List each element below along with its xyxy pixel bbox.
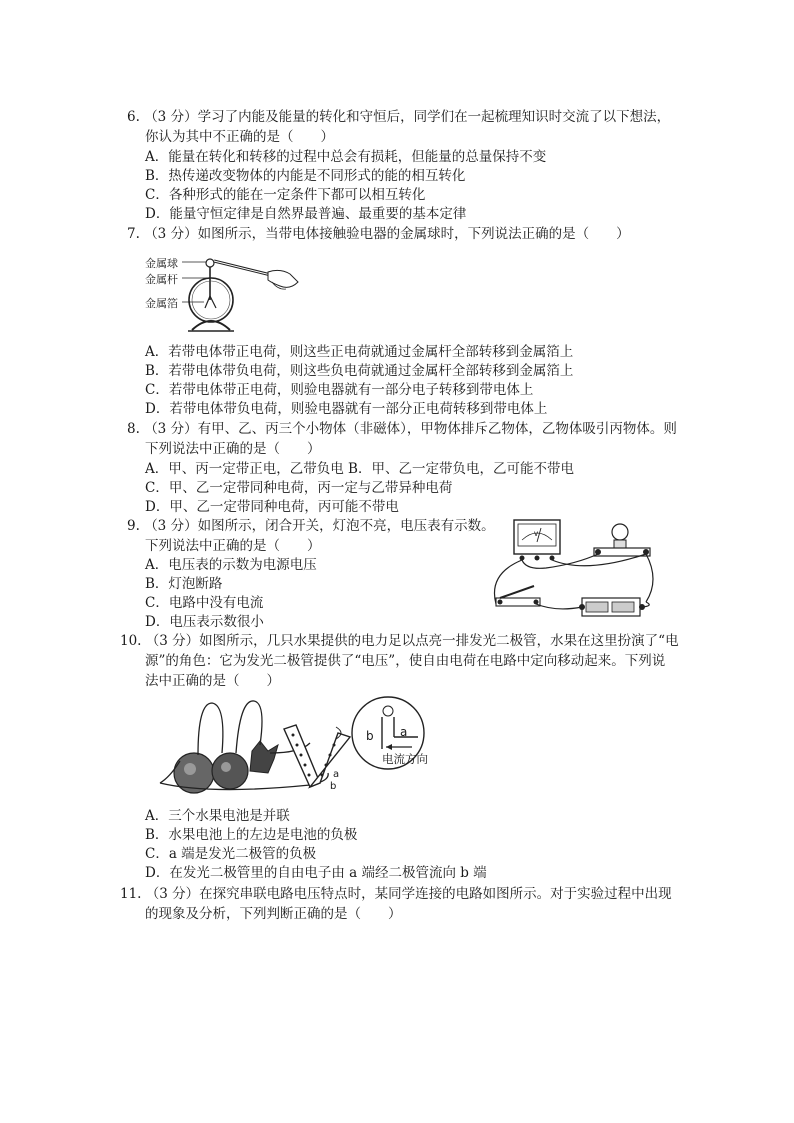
electroscope-figure xyxy=(140,252,320,337)
label-metal-ball: 金属球 xyxy=(145,257,178,270)
zoom-label-a: a xyxy=(400,725,408,739)
question-6-option-b: B．热传递改变物体的内能是不同形式的能的相互转化 xyxy=(145,168,466,184)
fruit-battery-drawing xyxy=(150,693,426,803)
svg-text:V: V xyxy=(534,531,539,538)
question-7-option-a: A．若带电体带正电荷，则这些正电荷就通过金属杆全部转移到金属箔上 xyxy=(145,344,574,360)
question-10-option-d: D．在发光二极管里的自由电子由 a 端经二极管流向 b 端 xyxy=(145,865,487,881)
label-metal-foil: 金属箔 xyxy=(145,297,178,310)
question-8-option-ab: A．甲、丙一定带正电，乙带负电 B．甲、乙一定带负电，乙可能不带电 xyxy=(145,461,574,477)
question-9-option-c: C．电路中没有电流 xyxy=(145,595,264,611)
question-7-option-b: B．若带电体带负电荷，则这些负电荷就通过金属杆全部转移到金属箔上 xyxy=(145,363,574,379)
question-9-option-b: B．灯泡断路 xyxy=(145,576,223,592)
question-7-option-c: C．若带电体带正电荷，则验电器就有一部分电子转移到带电体上 xyxy=(145,382,534,398)
circuit-drawing xyxy=(486,514,658,622)
label-metal-rod: 金属杆 xyxy=(145,273,178,286)
question-8-line-2: 下列说法中正确的是（ ） xyxy=(145,441,321,457)
zoom-label-current-direction: 电流方向 xyxy=(382,752,428,766)
question-6-option-d: D．能量守恒定律是自然界最普遍、最重要的基本定律 xyxy=(145,206,467,222)
question-9-option-d: D．电压表示数很小 xyxy=(145,614,264,630)
question-10-line-3: 法中正确的是（ ） xyxy=(145,673,280,689)
question-6-line-2: 你认为其中不正确的是（ ） xyxy=(145,129,334,145)
zoom-label-b: b xyxy=(366,729,374,743)
question-9-option-a: A．电压表的示数为电源电压 xyxy=(145,557,317,573)
question-8-option-d: D．甲、乙一定带同种电荷，丙可能不带电 xyxy=(145,499,399,515)
question-8-option-c: C．甲、乙一定带同种电荷，丙一定与乙带异种电荷 xyxy=(145,480,453,496)
question-7-line-1: 7. （3 分）如图所示，当带电体接触验电器的金属球时，下列说法正确的是（ ） xyxy=(127,226,630,242)
question-11-line-1: 11. （3 分）在探究串联电路电压特点时，某同学连接的电路如图所示。对于实验过程中出现 xyxy=(120,886,672,902)
question-9-line-2: 下列说法中正确的是（ ） xyxy=(145,538,321,554)
question-6-option-a: A．能量在转化和转移的过程中总会有损耗，但能量的总量保持不变 xyxy=(145,149,547,165)
question-10-option-c: C．a 端是发光二极管的负极 xyxy=(145,846,317,862)
electroscope-drawing xyxy=(140,252,320,337)
question-10-option-b: B．水果电池上的左边是电池的负极 xyxy=(145,827,358,843)
led-label-a: a xyxy=(333,769,340,780)
question-10-line-1: 10. （3 分）如图所示，几只水果提供的电力足以点亮一排发光二极管，水果在这里扮演了“电 xyxy=(120,633,679,649)
question-7-option-d: D．若带电体带负电荷，则验电器就有一部分正电荷转移到带电体上 xyxy=(145,401,548,417)
question-10-option-a: A．三个水果电池是并联 xyxy=(145,808,290,824)
question-8-line-1: 8. （3 分）有甲、乙、丙三个小物体（非磁体），甲物体排斥乙物体，乙物体吸引丙物体。则 xyxy=(127,421,677,437)
question-9-line-1: 9. （3 分）如图所示，闭合开关，灯泡不亮，电压表有示数。 xyxy=(127,518,495,534)
question-6-line-1: 6. （3 分）学习了内能及能量的转化和守恒后，同学们在一起梳理知识时交流了以下想法， xyxy=(127,109,671,125)
led-label-b: b xyxy=(330,781,337,792)
question-6-option-c: C．各种形式的能在一定条件下都可以相互转化 xyxy=(145,187,426,203)
question-10-line-2: 源”的角色：它为发光二极管提供了“电压”，使自由电荷在电路中定向移动起来。下列说 xyxy=(145,653,666,669)
fruit-battery-figure xyxy=(150,693,426,803)
question-11-line-2: 的现象及分析，下列判断正确的是（ ） xyxy=(145,906,402,922)
circuit-figure-voltmeter xyxy=(486,514,658,622)
